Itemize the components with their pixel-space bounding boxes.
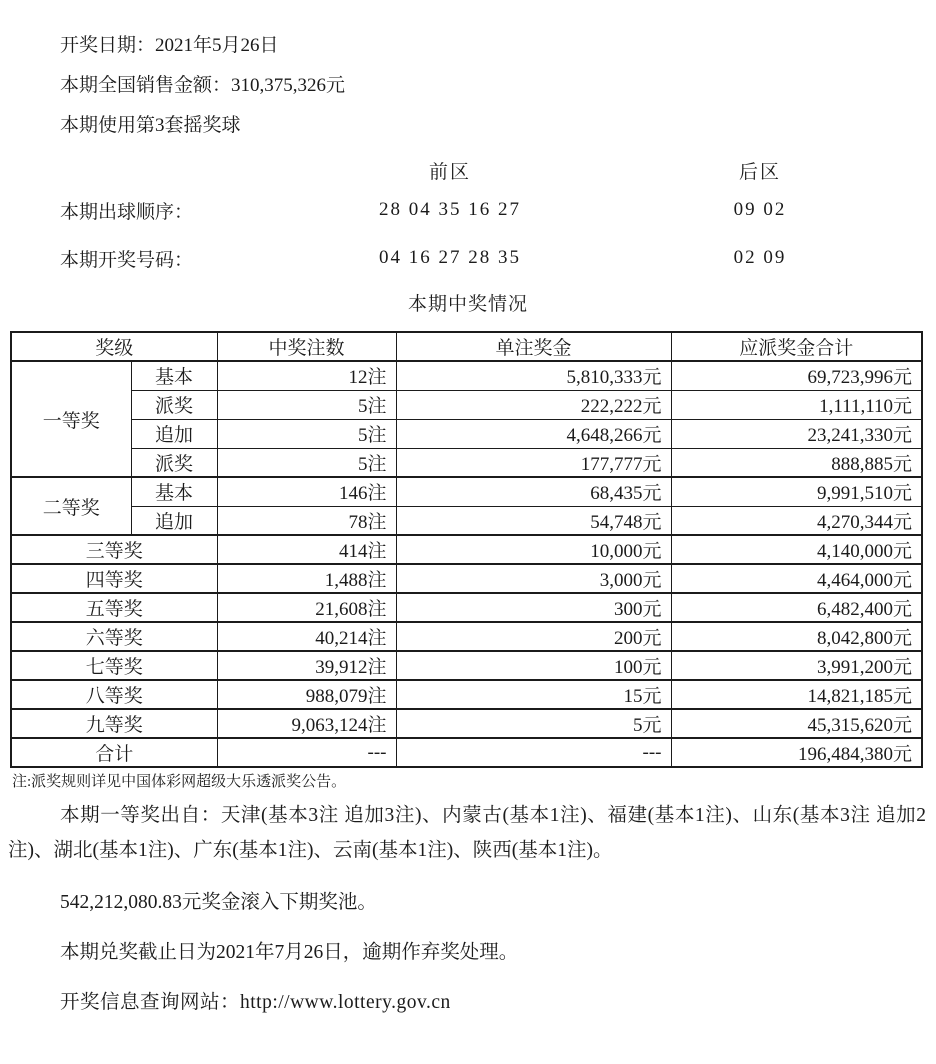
payout-rule-note: 注:派奖规则详见中国体彩网超级大乐透派奖公告。 [12, 774, 347, 790]
zone-header-spacer [60, 154, 300, 186]
sales-amount-line: 本期全国销售金额：310,375,326元 [60, 75, 346, 96]
cell-level: 八等奖 [11, 680, 217, 709]
prize-table-title: 本期中奖情况 [407, 294, 528, 315]
header-total: 应派奖金合计 [671, 332, 922, 361]
cell-level-group: 二等奖 [11, 477, 131, 535]
cell-count: 39,912注 [217, 651, 396, 680]
cell-prize: 3,000元 [396, 564, 671, 593]
cell-total: 4,140,000元 [671, 535, 922, 564]
cell-prize: 54,748元 [396, 506, 671, 535]
redeem-deadline-line: 本期兑奖截止日为2021年7月26日，逾期作弃奖处理。 [60, 942, 519, 963]
cell-total: 45,315,620元 [671, 709, 922, 738]
back-zone-header: 后区 [738, 161, 781, 183]
cell-total: 14,821,185元 [671, 680, 922, 709]
cell-total: 196,484,380元 [671, 738, 922, 767]
cell-sub-type: 基本 [131, 477, 217, 506]
cell-count: 12注 [217, 361, 396, 390]
table-row [11, 390, 922, 419]
draw-info-block [60, 26, 936, 146]
table-row [11, 651, 922, 680]
table-row-total [11, 738, 922, 767]
cell-prize: 15元 [396, 680, 671, 709]
ball-set-line: 本期使用第3套摇奖球 [60, 115, 241, 136]
cell-level: 合计 [11, 738, 217, 767]
cell-prize: 5,810,333元 [396, 361, 671, 390]
table-row [11, 506, 922, 535]
cell-sub-type: 基本 [131, 361, 217, 390]
cell-level: 四等奖 [11, 564, 217, 593]
cell-total: 888,885元 [671, 448, 922, 477]
header-prize: 单注奖金 [396, 332, 671, 361]
cell-prize: 177,777元 [396, 448, 671, 477]
cell-total: 1,111,110元 [671, 390, 922, 419]
table-row [11, 419, 922, 448]
cell-count: 1,488注 [217, 564, 396, 593]
draw-order-label: 本期出球顺序： [60, 201, 194, 223]
cell-count: 988,079注 [217, 680, 396, 709]
jackpot-rollover-line: 542,212,080.83元奖金滚入下期奖池。 [60, 892, 377, 913]
cell-level: 七等奖 [11, 651, 217, 680]
table-row [11, 709, 922, 738]
cell-prize: 200元 [396, 622, 671, 651]
table-row [11, 477, 922, 506]
draw-date-line: 开奖日期：2021年5月26日 [60, 35, 279, 56]
cell-count: 146注 [217, 477, 396, 506]
cell-prize: 100元 [396, 651, 671, 680]
cell-prize: 222,222元 [396, 390, 671, 419]
cell-total: 6,482,400元 [671, 593, 922, 622]
table-row [11, 593, 922, 622]
cell-total: 23,241,330元 [671, 419, 922, 448]
cell-prize: 68,435元 [396, 477, 671, 506]
cell-count: 414注 [217, 535, 396, 564]
cell-count: 5注 [217, 448, 396, 477]
draw-order-front-numbers: 28 04 35 16 27 [379, 199, 521, 220]
cell-prize: 5元 [396, 709, 671, 738]
cell-level: 三等奖 [11, 535, 217, 564]
cell-sub-type: 派奖 [131, 448, 217, 477]
cell-level: 九等奖 [11, 709, 217, 738]
cell-level: 六等奖 [11, 622, 217, 651]
table-row [11, 680, 922, 709]
cell-count: 40,214注 [217, 622, 396, 651]
table-row [11, 448, 922, 477]
prize-table-header-row [11, 332, 922, 361]
winning-numbers-label: 本期开奖号码： [60, 249, 194, 271]
number-zones [0, 154, 936, 282]
table-row [11, 361, 922, 390]
cell-total: 3,991,200元 [671, 651, 922, 680]
cell-count: 78注 [217, 506, 396, 535]
cell-total: 4,270,344元 [671, 506, 922, 535]
header-level: 奖级 [11, 332, 217, 361]
winning-back-numbers: 02 09 [733, 247, 787, 268]
header-count: 中奖注数 [217, 332, 396, 361]
cell-total: 8,042,800元 [671, 622, 922, 651]
cell-count: 5注 [217, 390, 396, 419]
cell-count: --- [217, 738, 396, 767]
prize-table [10, 331, 923, 768]
cell-level: 五等奖 [11, 593, 217, 622]
lottery-website-line: 开奖信息查询网站：http://www.lottery.gov.cn [60, 992, 451, 1013]
cell-total: 4,464,000元 [671, 564, 922, 593]
cell-count: 21,608注 [217, 593, 396, 622]
cell-sub-type: 派奖 [131, 390, 217, 419]
cell-prize: 4,648,266元 [396, 419, 671, 448]
cell-prize: 10,000元 [396, 535, 671, 564]
cell-level-group: 一等奖 [11, 361, 131, 477]
first-prize-winners-paragraph: 本期一等奖出自：天津(基本3注 追加3注)、内蒙古(基本1注)、福建(基本1注)、山东(基本3注 追加2注)、湖北(基本1注)、广东(基本1注)、云南(基本1注)、陕西(基本1注)。 [8, 805, 926, 861]
table-row [11, 535, 922, 564]
cell-total: 9,991,510元 [671, 477, 922, 506]
cell-sub-type: 追加 [131, 506, 217, 535]
table-row [11, 564, 922, 593]
draw-order-back-numbers: 09 02 [733, 199, 787, 220]
cell-total: 69,723,996元 [671, 361, 922, 390]
cell-sub-type: 追加 [131, 419, 217, 448]
cell-prize: --- [396, 738, 671, 767]
cell-count: 9,063,124注 [217, 709, 396, 738]
cell-prize: 300元 [396, 593, 671, 622]
winning-front-numbers: 04 16 27 28 35 [379, 247, 521, 268]
front-zone-header: 前区 [428, 161, 471, 183]
table-row [11, 622, 922, 651]
cell-count: 5注 [217, 419, 396, 448]
